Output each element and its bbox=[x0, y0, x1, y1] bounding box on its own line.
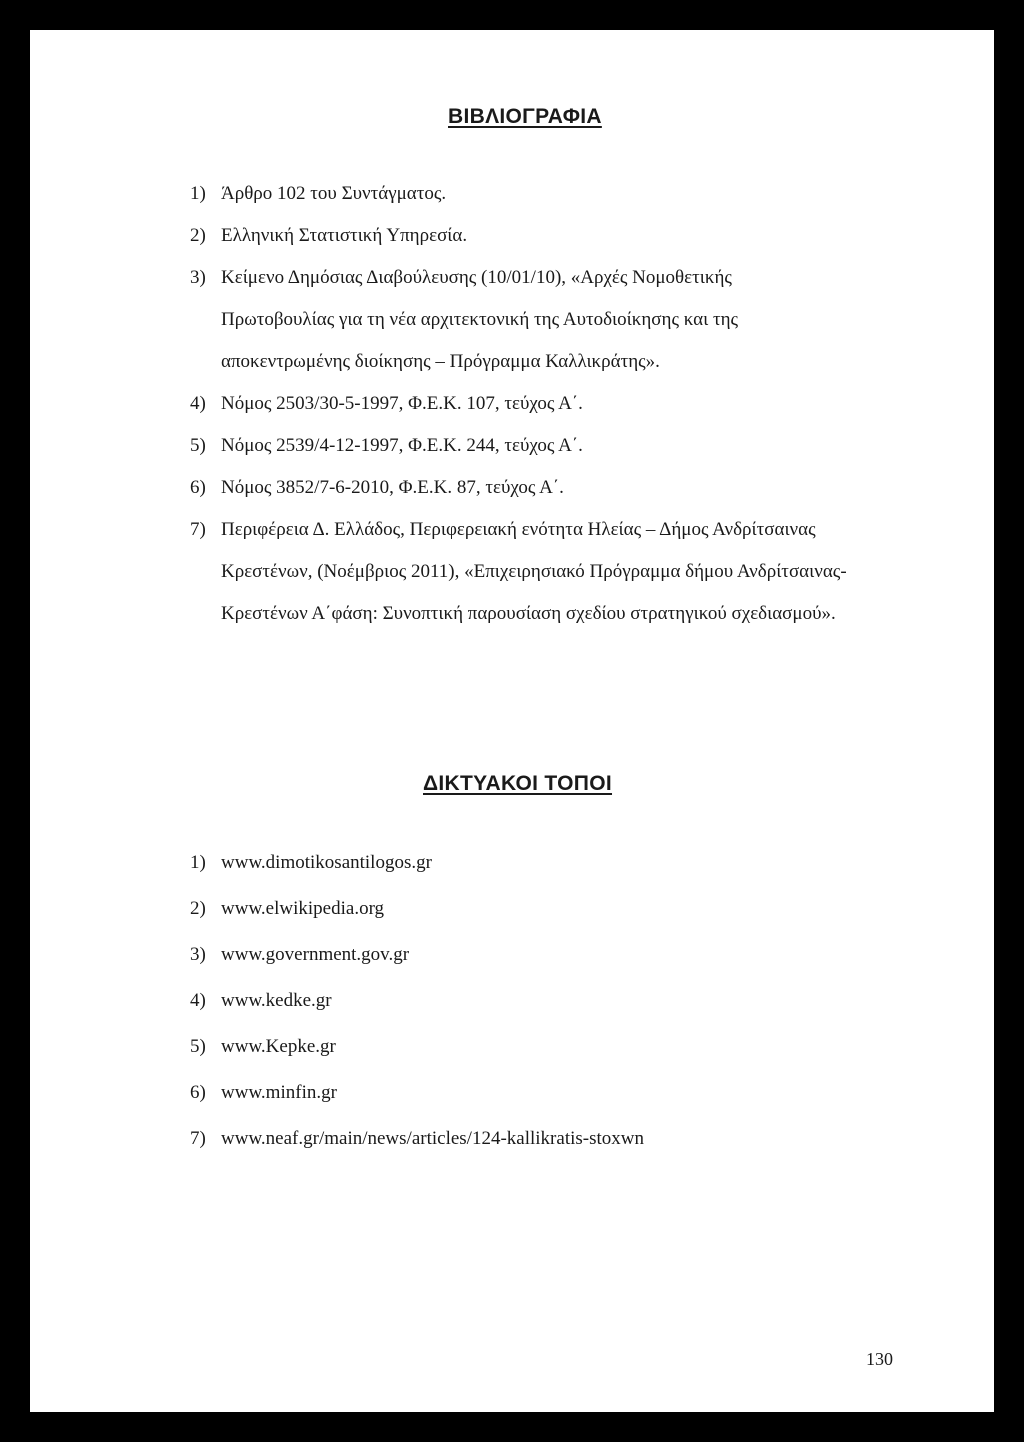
website-item bbox=[190, 1070, 644, 1116]
page-number: 130 bbox=[866, 1349, 893, 1369]
website-item bbox=[190, 886, 644, 932]
item-text: Άρθρο 102 του Συντάγματος. bbox=[221, 183, 447, 204]
bibliography-item bbox=[190, 173, 847, 215]
website-url: www.government.gov.gr bbox=[221, 944, 410, 965]
item-text-line: Περιφέρεια Δ. Ελλάδος, Περιφερειακή ενότητα Ηλείας – Δήμος Ανδρίτσαινας bbox=[221, 519, 816, 540]
bibliography-list bbox=[190, 173, 847, 635]
item-number: 5) bbox=[190, 1036, 206, 1057]
item-number: 7) bbox=[190, 1128, 206, 1149]
website-url: www.elwikipedia.org bbox=[221, 898, 385, 919]
item-text: Ελληνική Στατιστική Υπηρεσία. bbox=[221, 225, 468, 246]
bibliography-item bbox=[190, 467, 847, 509]
website-item bbox=[190, 978, 644, 1024]
bibliography-item bbox=[190, 425, 847, 467]
item-number: 4) bbox=[190, 990, 206, 1011]
item-text: Νόμος 2503/30-5-1997, Φ.Ε.Κ. 107, τεύχος Α΄. bbox=[221, 393, 583, 414]
bibliography-item bbox=[190, 215, 847, 257]
item-text: Νόμος 2539/4-12-1997, Φ.Ε.Κ. 244, τεύχος Α΄. bbox=[221, 435, 583, 456]
website-item bbox=[190, 932, 644, 978]
bibliography-item bbox=[190, 509, 847, 635]
item-text-line: αποκεντρωμένης διοίκησης – Πρόγραμμα Καλλικράτης». bbox=[221, 351, 660, 372]
item-text-line: Κείμενο Δημόσιας Διαβούλευσης (10/01/10), «Αρχές Νομοθετικής bbox=[221, 267, 732, 288]
item-number: 6) bbox=[190, 477, 206, 498]
websites-heading: ΔΙΚΤΥΑΚΟΙ ΤΟΠΟΙ bbox=[423, 772, 613, 795]
item-text-line: Κρεστένων Α΄φάση: Συνοπτική παρουσίαση σχεδίου στρατηγικού σχεδιασμού». bbox=[221, 603, 836, 624]
bibliography-item bbox=[190, 257, 847, 383]
item-text: Νόμος 3852/7-6-2010, Φ.Ε.Κ. 87, τεύχος Α΄. bbox=[221, 477, 564, 498]
item-number: 6) bbox=[190, 1082, 206, 1103]
item-number: 2) bbox=[190, 898, 206, 919]
item-number: 5) bbox=[190, 435, 206, 456]
item-number: 3) bbox=[190, 267, 206, 288]
website-url: www.minfin.gr bbox=[221, 1082, 337, 1103]
website-item bbox=[190, 1116, 644, 1162]
item-number: 1) bbox=[190, 183, 206, 204]
item-text-line: Πρωτοβουλίας για τη νέα αρχιτεκτονική της Αυτοδιοίκησης και της bbox=[221, 309, 739, 330]
website-url: www.neaf.gr/main/news/articles/124-kallikratis-stoxwn bbox=[221, 1128, 644, 1149]
item-number: 2) bbox=[190, 225, 206, 246]
item-number: 3) bbox=[190, 944, 206, 965]
item-number: 1) bbox=[190, 852, 206, 873]
website-item bbox=[190, 840, 644, 886]
websites-list bbox=[190, 840, 644, 1162]
item-number: 4) bbox=[190, 393, 206, 414]
item-number: 7) bbox=[190, 519, 206, 540]
website-url: www.dimotikosantilogos.gr bbox=[221, 852, 432, 873]
bibliography-item bbox=[190, 383, 847, 425]
document-page bbox=[30, 30, 994, 1412]
website-url: www.kedke.gr bbox=[221, 990, 332, 1011]
website-url: www.Kepke.gr bbox=[221, 1036, 336, 1057]
website-item bbox=[190, 1024, 644, 1070]
item-text-line: Κρεστένων, (Νοέμβριος 2011), «Επιχειρησιακό Πρόγραμμα δήμου Ανδρίτσαινας- bbox=[221, 561, 847, 582]
bibliography-heading: ΒΙΒΛΙΟΓΡΑΦΙΑ bbox=[448, 105, 602, 128]
